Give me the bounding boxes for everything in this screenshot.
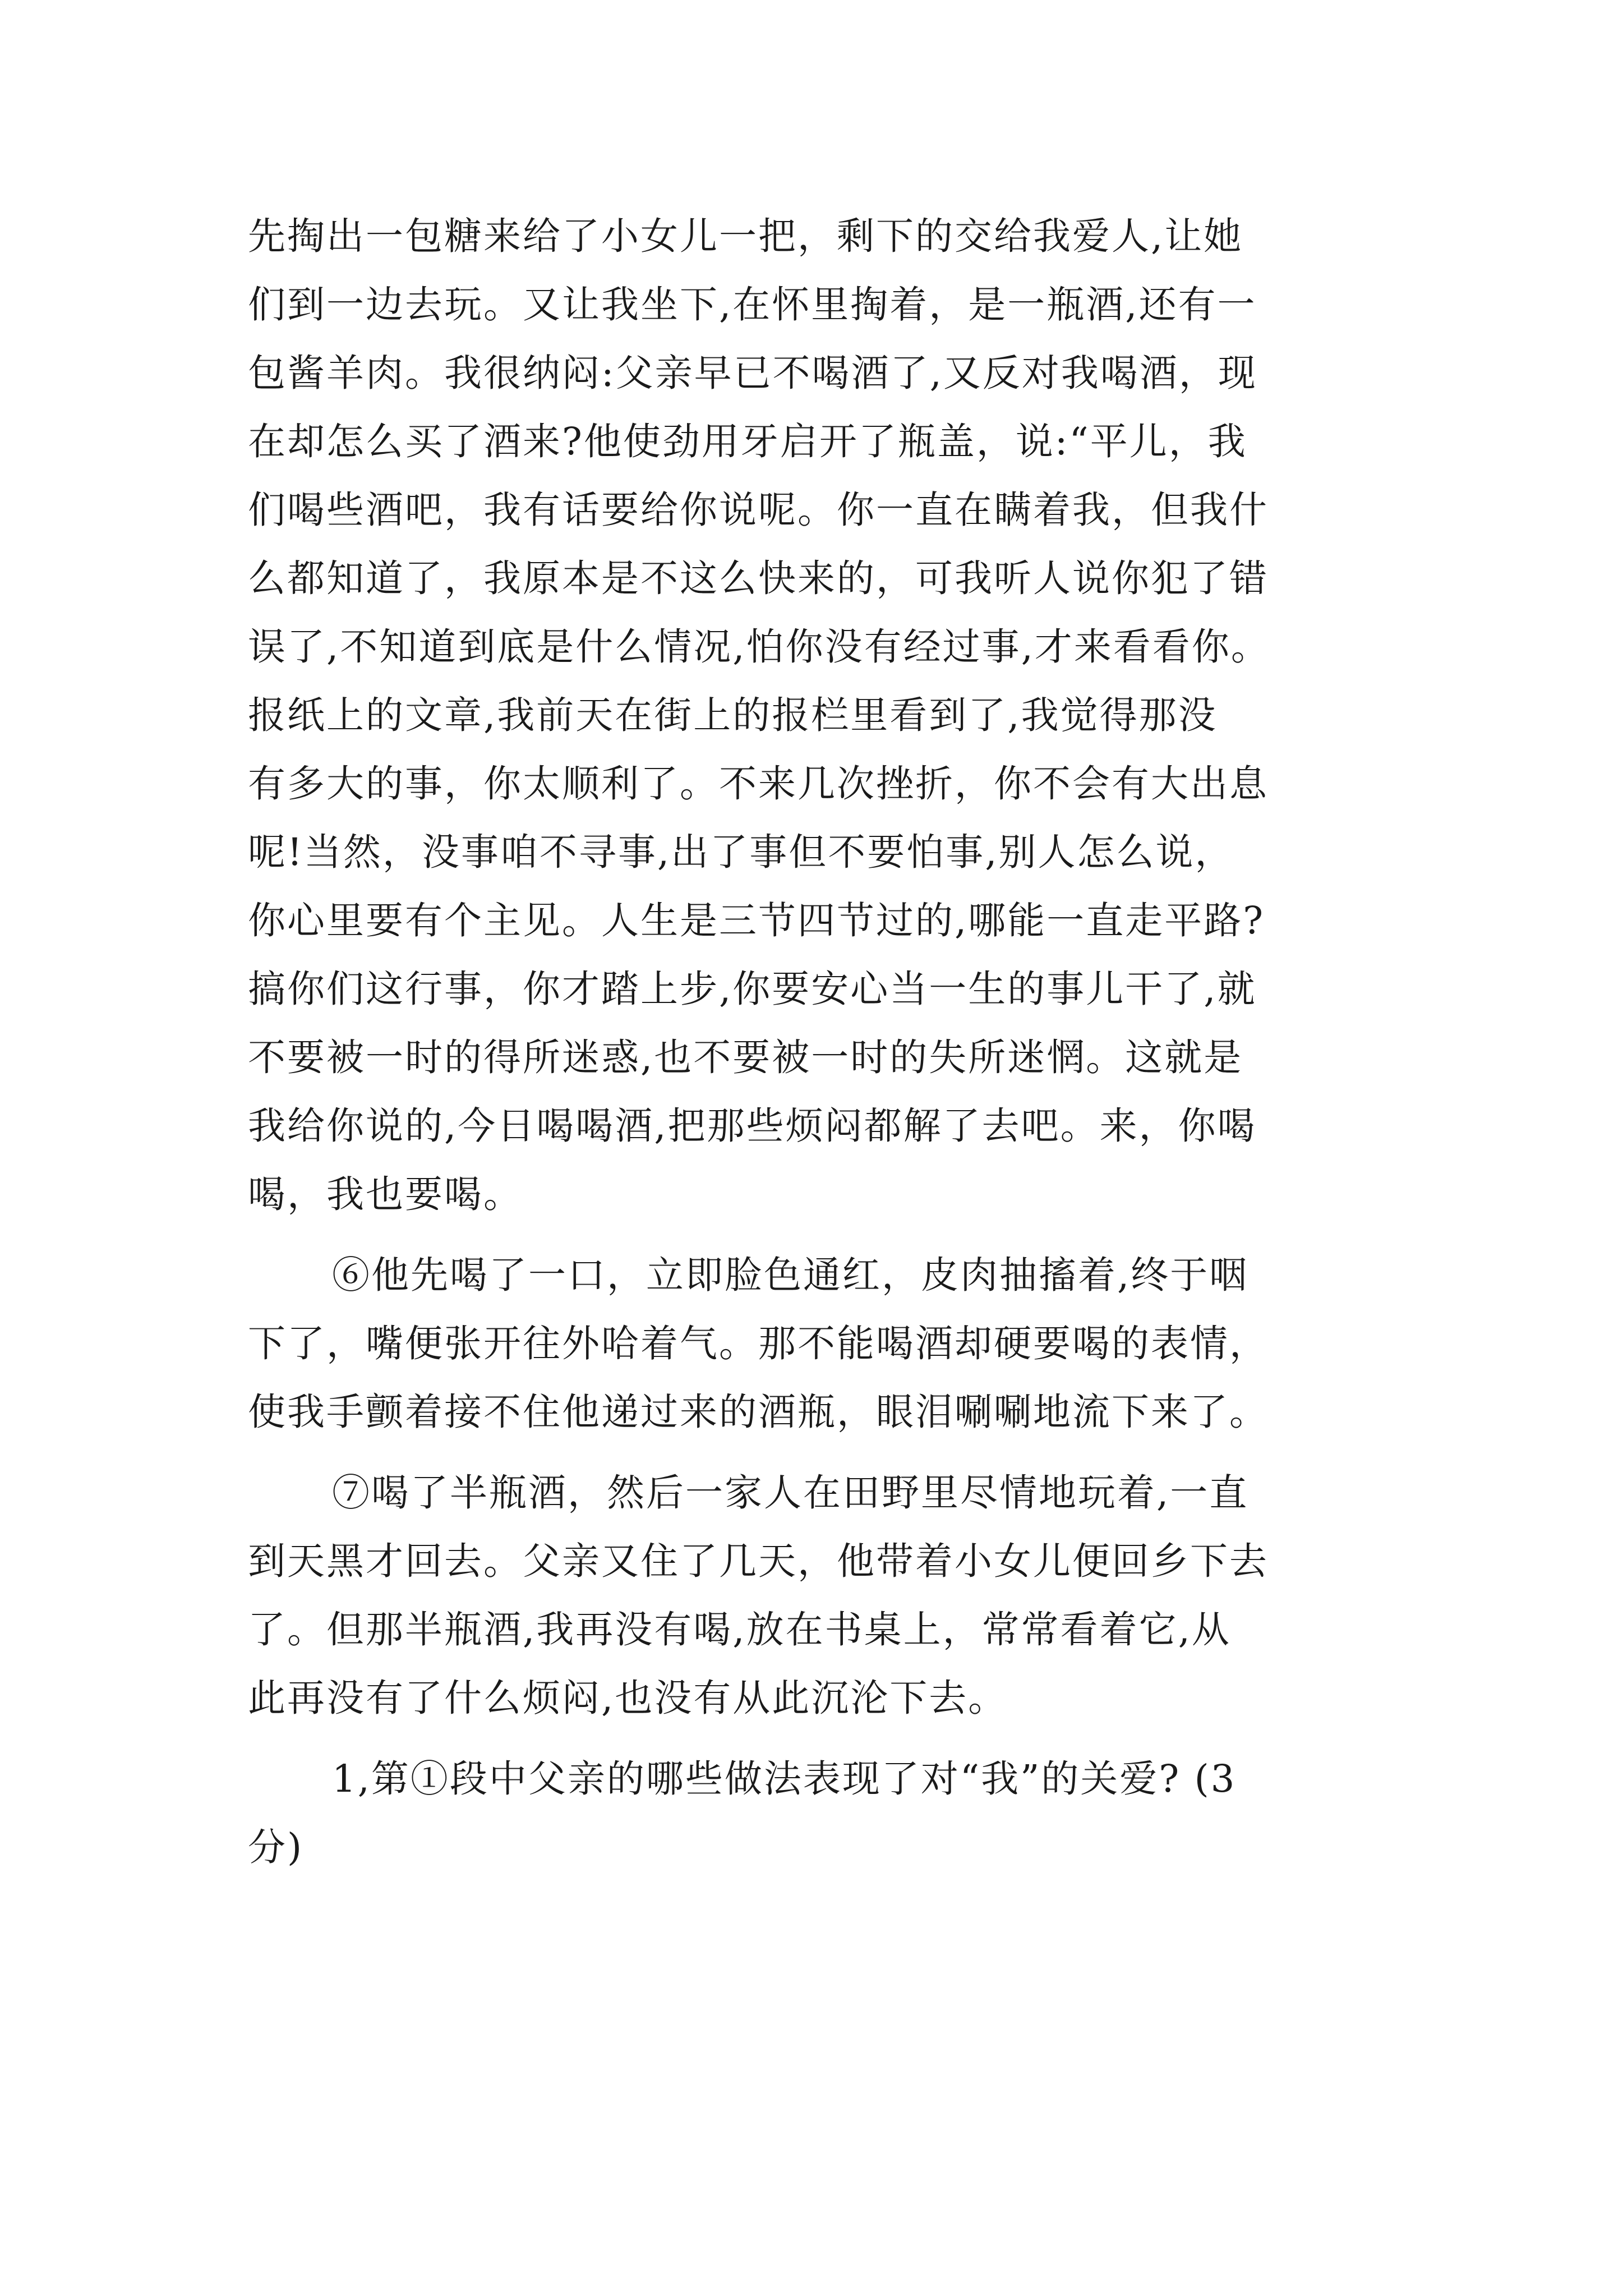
- text-line: 喝，我也要喝。: [248, 1172, 523, 1216]
- question-1: [248, 1745, 1386, 1881]
- text-line: 报纸上的文章,我前天在街上的报栏里看到了,我觉得那没: [248, 693, 1218, 737]
- text-line: 包酱羊肉。我很纳闷:父亲早已不喝酒了,又反对我喝酒，现: [248, 351, 1257, 395]
- text-line: 么都知道了，我原本是不这么快来的，可我听人说你犯了错: [248, 556, 1269, 600]
- text-line: 们到一边去玩。又让我坐下,在怀里掏着，是一瓶酒,还有一: [248, 283, 1257, 326]
- text-line: 了。但那半瓶酒,我再没有喝,放在书桌上，常常看着它,从: [248, 1608, 1231, 1651]
- text-line: 先掏出一包糖来给了小女儿一把，剩下的交给我爱人,让她: [248, 214, 1243, 258]
- text-line: 误了,不知道到底是什么情况,怕你没有经过事,才来看看你。: [248, 625, 1270, 669]
- text-line: 你心里要有个主见。人生是三节四节过的,哪能一直走平路?: [248, 899, 1265, 942]
- text-line: 搞你们这行事，你才踏上步,你要安心当一生的事儿干了,就: [248, 967, 1257, 1011]
- paragraph-7: [248, 1458, 1386, 1732]
- text-line: 呢!当然，没事咱不寻事,出了事但不要怕事,别人怎么说，: [248, 830, 1234, 874]
- text-line: ⑦喝了半瓶酒，然后一家人在田野里尽情地玩着,一直: [332, 1471, 1249, 1515]
- text-line: 我给你说的,今日喝喝酒,把那些烦闷都解了去吧。来，你喝: [248, 1104, 1257, 1148]
- text-line: 在却怎么买了酒来?他使劲用牙启开了瓶盖，说:“平儿，我: [248, 420, 1247, 463]
- text-line: 到天黑才回去。父亲又住了几天，他带着小女儿便回乡下去: [248, 1539, 1269, 1583]
- text-line: 使我手颤着接不住他递过来的酒瓶，眼泪唰唰地流下来了。: [248, 1390, 1269, 1434]
- text-line: 下了，嘴便张开往外哈着气。那不能喝酒却硬要喝的表情，: [248, 1322, 1269, 1365]
- text-line: 此再没有了什么烦闷,也没有从此沉沦下去。: [248, 1676, 1008, 1720]
- question-text-line: 分): [248, 1825, 304, 1869]
- paragraph-5-continued: [248, 202, 1386, 1228]
- text-line: 们喝些酒吧，我有话要给你说呢。你一直在瞒着我，但我什: [248, 488, 1269, 532]
- document-body: [248, 202, 1386, 1881]
- paragraph-6: [248, 1241, 1386, 1446]
- text-line: ⑥他先喝了一口，立即脸色通红，皮肉抽搐着,终于咽: [332, 1253, 1249, 1297]
- text-line: 有多大的事，你太顺利了。不来几次挫折，你不会有大出息: [248, 762, 1269, 806]
- question-text-line: 1,第①段中父亲的哪些做法表现了对“我”的关爱? (3: [332, 1757, 1237, 1801]
- text-line: 不要被一时的得所迷惑,也不要被一时的失所迷惘。这就是: [248, 1036, 1243, 1079]
